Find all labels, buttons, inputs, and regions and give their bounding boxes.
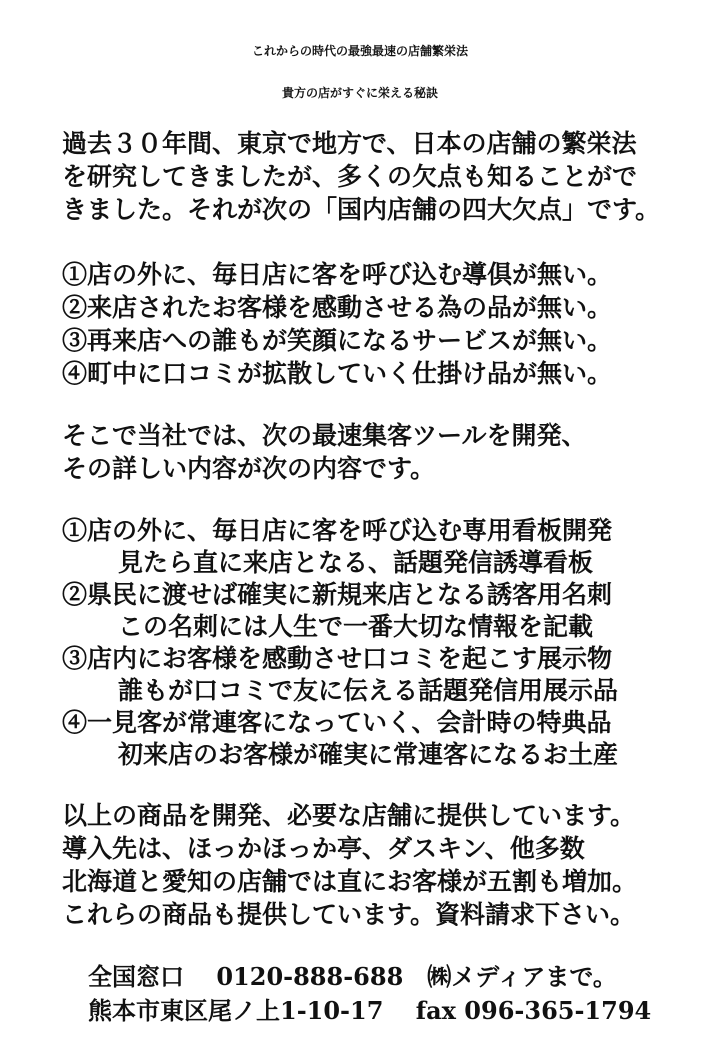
intro-line: きました。それが次の「国内店舗の四大欠点」です。	[62, 195, 661, 224]
headline: これからの時代の最強最速の店舗繁栄法	[251, 44, 468, 58]
closing-line: 導入先は、ほっかほっか亭、ダスキン、他多数	[62, 834, 585, 863]
contact-phone: 全国窓口 0120-888-688 ㈱メディアまで。	[88, 962, 617, 991]
tool-item: ①店の外に、毎日店に客を呼び込む専用看板開発	[62, 516, 613, 545]
tool-description: 見たら直に来店となる、話題発信誘導看板	[118, 548, 594, 577]
intro-line: を研究してきましたが、多くの欠点も知ることがで	[62, 162, 638, 191]
subheadline: 貴方の店がすぐに栄える秘訣	[281, 86, 438, 100]
tool-item: ③店内にお客様を感動させ口コミを起こす展示物	[62, 644, 613, 673]
tool-description: 誰もが口コミで友に伝える話題発信用展示品	[118, 676, 619, 705]
defect-item: ①店の外に、毎日店に客を呼び込む導倶が無い。	[62, 260, 613, 289]
tool-description: 初来店のお客様が確実に常連客になるお土産	[118, 740, 619, 769]
development-intro-line: そこで当社では、次の最速集客ツールを開発、	[62, 421, 587, 450]
tool-description: この名刺には人生で一番大切な情報を記載	[118, 612, 594, 641]
closing-line: 以上の商品を開発、必要な店舗に提供しています。	[62, 801, 636, 830]
closing-line: これらの商品も提供しています。資料請求下さい。	[62, 900, 636, 929]
defect-item: ④町中に口コミが拡散していく仕掛け品が無い。	[62, 359, 613, 388]
contact-address: 熊本市東区尾ノ上1-10-17 fax 096-365-1794	[88, 996, 652, 1025]
defect-item: ②来店されたお客様を感動させる為の品が無い。	[62, 293, 613, 322]
defect-item: ③再来店への誰もが笑顔になるサービスが無い。	[62, 326, 613, 355]
tool-item: ②県民に渡せば確実に新規来店となる誘客用名刺	[62, 580, 613, 609]
development-intro-line: その詳しい内容が次の内容です。	[62, 454, 436, 483]
closing-line: 北海道と愛知の店舗では直にお客様が五割も増加。	[62, 867, 638, 896]
tool-item: ④一見客が常連客になっていく、会計時の特典品	[62, 708, 612, 737]
intro-line: 過去３０年間、東京で地方で、日本の店舗の繁栄法	[62, 129, 637, 158]
